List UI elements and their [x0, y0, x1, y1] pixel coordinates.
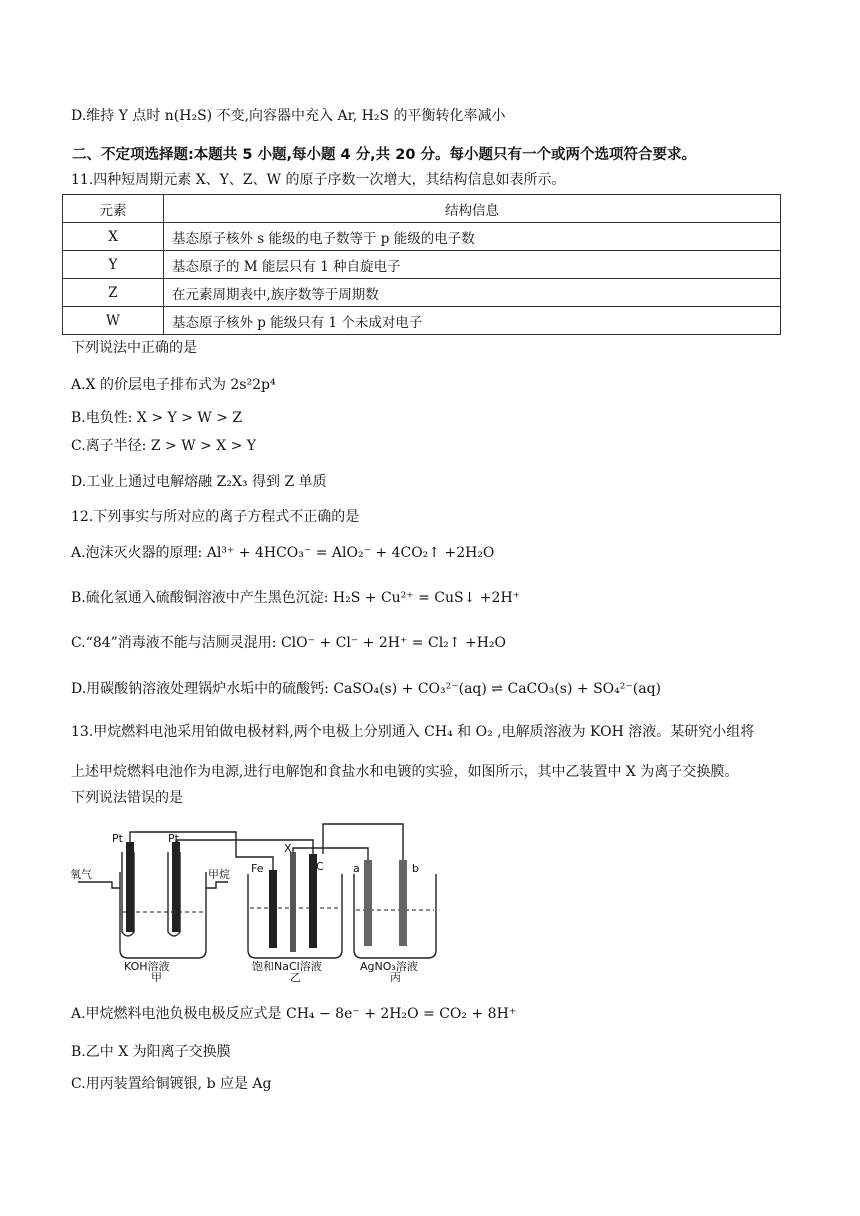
- wire-a-to-x: [293, 848, 368, 860]
- table-row: [63, 223, 781, 251]
- table-row: [63, 251, 781, 279]
- label-jia: 甲: [151, 971, 162, 982]
- q10-option-d: D.维持 Y 点时 n(H₂S) 不变,向容器中充入 Ar, H₂S 的平衡转化率减小: [71, 108, 506, 124]
- label-fe: Fe: [251, 862, 264, 875]
- table-cell-info: 基态原子核外 s 能级的电子数等于 p 能级的电子数: [164, 223, 781, 251]
- table-header-element: 元素: [63, 195, 164, 223]
- q13-option-c: C.用丙装置给铜镀银, b 应是 Ag: [71, 1076, 272, 1092]
- q13-option-a: A.甲烷燃料电池负极电极反应式是 CH₄ − 8e⁻ + 2H₂O = CO₂ + 8H⁺: [71, 1006, 517, 1022]
- oxygen-inlet: [78, 882, 120, 888]
- table-cell-info: 基态原子核外 p 能级只有 1 个未成对电子: [164, 307, 781, 335]
- q11-option-b: B.电负性: X > Y > W > Z: [71, 410, 243, 426]
- q13-prompt: 下列说法错误的是: [71, 790, 183, 806]
- label-yi: 乙: [290, 971, 301, 982]
- table-cell-info: 基态原子的 M 能层只有 1 种自旋电子: [164, 251, 781, 279]
- table-cell-element: Y: [63, 251, 164, 279]
- q12-option-c: C.“84”消毒液不能与洁厕灵混用: ClO⁻ + Cl⁻ + 2H⁺ = Cl₂↑ +H₂O: [71, 635, 507, 651]
- q12-option-a: A.泡沫灭火器的原理: Al³⁺ + 4HCO₃⁻ = AlO₂⁻ + 4CO₂↑ +2H₂O: [71, 545, 495, 561]
- label-agno3: AgNO₃溶液: [360, 960, 418, 973]
- label-x: X: [284, 842, 292, 855]
- label-nacl: 饱和NaCl溶液: [252, 960, 322, 973]
- q13-option-b: B.乙中 X 为阳离子交换膜: [71, 1044, 231, 1060]
- label-bing: 丙: [390, 971, 401, 982]
- pt-electrode-1: [126, 842, 134, 932]
- electrode-a: [364, 860, 372, 946]
- electrochemistry-diagram: [68, 812, 458, 982]
- q11-option-c: C.离子半径: Z > W > X > Y: [71, 438, 257, 454]
- q11-option-d: D.工业上通过电解熔融 Z₂X₃ 得到 Z 单质: [71, 474, 327, 490]
- section-title: 二、不定项选择题:本题共 5 小题,每小题 4 分,共 20 分。每小题只有一个或两个选项符合要求。: [72, 147, 696, 163]
- structure-info-table: [62, 194, 781, 335]
- electrode-b: [399, 860, 407, 946]
- methane-inlet: [206, 882, 228, 888]
- q11-prompt: 下列说法中正确的是: [71, 340, 197, 356]
- fe-electrode: [269, 870, 277, 948]
- label-pt1: Pt: [112, 832, 123, 845]
- wire-c-to-b: [323, 824, 403, 860]
- q13-stem-line2: 上述甲烷燃料电池作为电源,进行电解饱和食盐水和电镀的实验，如图所示，其中乙装置中 X 为离子交换膜。: [71, 764, 739, 780]
- label-c: C: [316, 860, 324, 873]
- table-header-row: [63, 195, 781, 223]
- q11-stem: 11.四种短周期元素 X、Y、Z、W 的原子序数一次增大，其结构信息如表所示。: [71, 172, 566, 188]
- label-pt2: Pt: [168, 832, 179, 845]
- table-row: [63, 307, 781, 335]
- label-methane: 甲烷: [208, 868, 230, 881]
- label-koh: KOH溶液: [124, 960, 170, 973]
- pt-electrode-2: [172, 842, 180, 932]
- label-b: b: [412, 862, 419, 875]
- label-oxygen: 氧气: [70, 868, 92, 881]
- ion-exchange-membrane: [290, 852, 296, 952]
- q12-option-b: B.硫化氢通入硫酸铜溶液中产生黑色沉淀: H₂S + Cu²⁺ = CuS↓ +2H⁺: [71, 590, 521, 606]
- q12-option-d: D.用碳酸钠溶液处理锅炉水垢中的硫酸钙: CaSO₄(s) + CO₃²⁻(aq) ⇌ CaCO₃(s) + SO₄²⁻(aq): [71, 681, 662, 697]
- q13-stem-line1: 13.甲烷燃料电池采用铂做电极材料,两个电极上分别通入 CH₄ 和 O₂ ,电解质溶液为 KOH 溶液。某研究小组将: [71, 724, 755, 740]
- table-header-info: 结构信息: [164, 195, 781, 223]
- table-cell-element: W: [63, 307, 164, 335]
- table-cell-element: Z: [63, 279, 164, 307]
- q12-stem: 12.下列事实与所对应的离子方程式不正确的是: [71, 509, 360, 525]
- table-cell-element: X: [63, 223, 164, 251]
- q11-option-a: A.X 的价层电子排布式为 2s²2p⁴: [71, 377, 276, 393]
- label-a: a: [353, 862, 360, 875]
- table-row: [63, 279, 781, 307]
- table-cell-info: 在元素周期表中,族序数等于周期数: [164, 279, 781, 307]
